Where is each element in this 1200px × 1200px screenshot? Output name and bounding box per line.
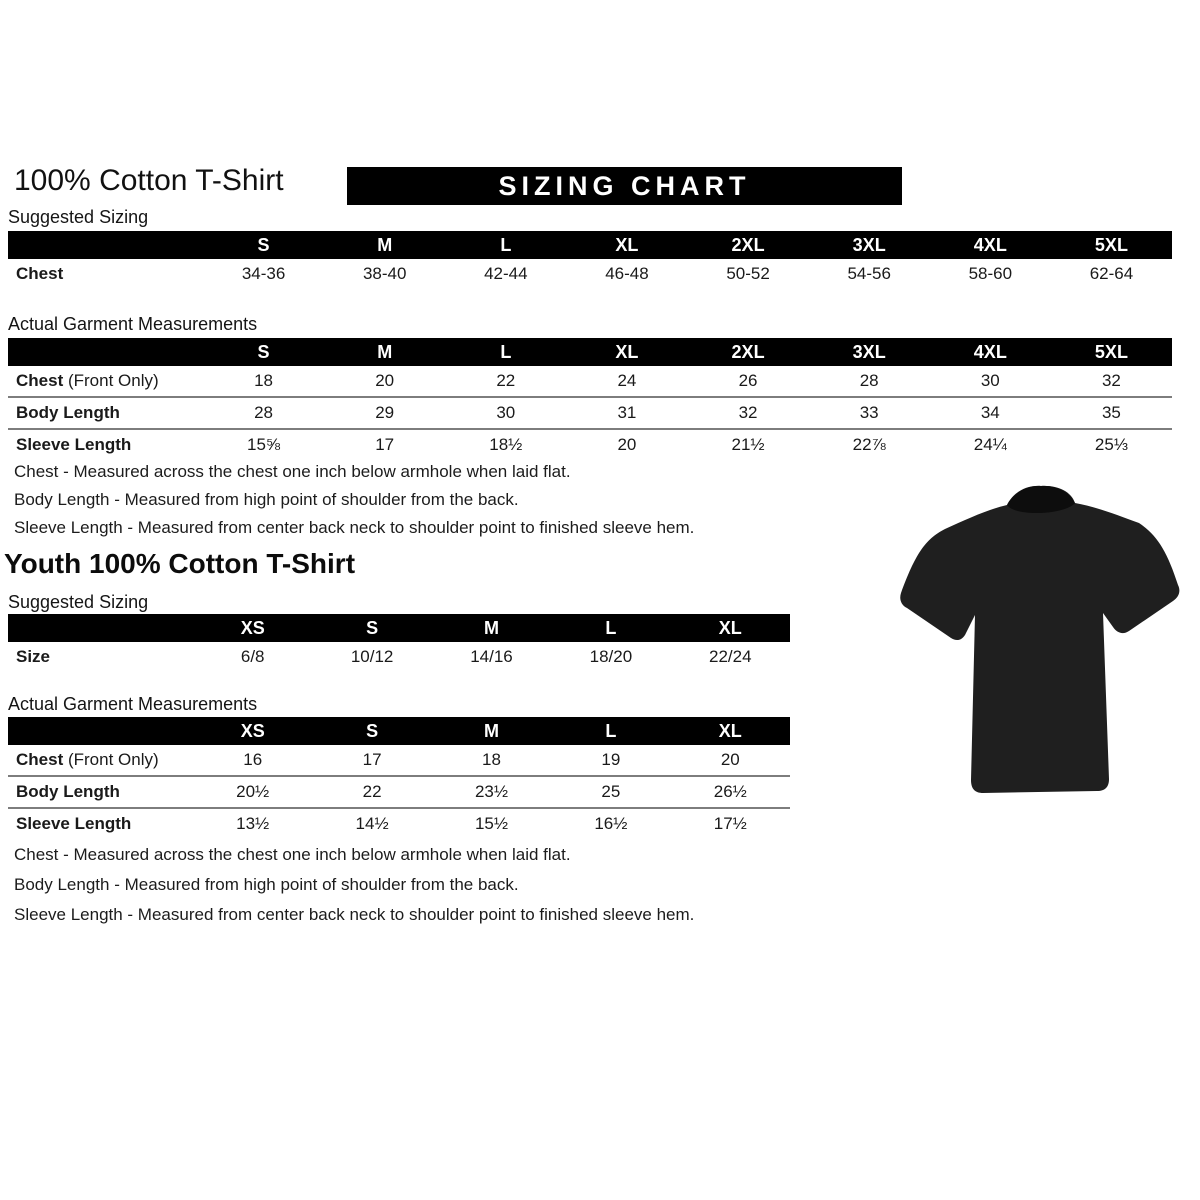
data-cell: 28 — [859, 371, 879, 390]
column-header-xl: XL — [615, 234, 639, 255]
note-body-length: Body Length - Measured from high point of shoulder from the back. — [14, 490, 519, 509]
column-header-l: L — [605, 617, 617, 638]
table-row — [8, 259, 1172, 289]
data-cell: 15½ — [474, 814, 509, 833]
table-header-row — [8, 338, 1172, 366]
data-cell: 17 — [362, 750, 382, 769]
data-cell: 20½ — [236, 782, 270, 801]
adult-suggested-sizing-label: Suggested Sizing — [8, 207, 149, 227]
data-cell: 54-56 — [847, 264, 891, 283]
data-cell: 58-60 — [968, 264, 1013, 283]
data-cell: 24¼ — [973, 435, 1007, 454]
youth-measurement-notes — [14, 840, 694, 930]
column-header-xl: XL — [615, 341, 639, 362]
column-header-xs: XS — [240, 617, 265, 638]
table-row — [8, 807, 790, 839]
column-header-3xl: 3XL — [852, 234, 886, 255]
data-cell: 21½ — [731, 435, 765, 454]
data-cell: 10/12 — [350, 647, 394, 666]
column-header-2xl: 2XL — [731, 234, 765, 255]
data-cell: 15⅝ — [247, 435, 281, 454]
youth-suggested-sizing-table — [8, 614, 790, 672]
data-cell: 62-64 — [1089, 264, 1134, 283]
column-header-m: M — [377, 234, 393, 255]
column-header-xs: XS — [240, 720, 265, 741]
youth-actual-measurements-label: Actual Garment Measurements — [8, 694, 258, 714]
data-cell: 20 — [720, 750, 740, 769]
youth-suggested-sizing-label: Suggested Sizing — [8, 592, 149, 612]
table-row — [8, 366, 1172, 396]
column-header-5xl: 5XL — [1094, 341, 1128, 362]
data-cell: 16½ — [594, 814, 628, 833]
data-cell: 14/16 — [470, 647, 513, 666]
adult-actual-measurements-label: Actual Garment Measurements — [8, 314, 258, 334]
data-cell: 42-44 — [484, 264, 528, 283]
data-cell: 25 — [601, 782, 621, 801]
data-cell: 46-48 — [605, 264, 649, 283]
youth-actual-measurements-table — [8, 717, 790, 839]
tshirt-body — [900, 486, 1179, 793]
column-header-l: L — [500, 341, 512, 362]
column-header-2xl: 2XL — [731, 341, 765, 362]
column-header-s: S — [366, 720, 379, 741]
data-cell: 32 — [1101, 371, 1121, 390]
data-cell: 34-36 — [241, 264, 286, 283]
data-cell: 22 — [496, 371, 516, 390]
column-header-4xl: 4XL — [973, 234, 1007, 255]
adult-suggested-sizing-table — [8, 231, 1172, 289]
column-header-m: M — [377, 341, 393, 362]
data-cell: 22 — [362, 782, 382, 801]
row-label: Chest (Front Only) — [16, 371, 159, 390]
data-cell: 30 — [496, 403, 516, 422]
row-label: Body Length — [16, 782, 120, 801]
data-cell: 18/20 — [589, 647, 633, 666]
column-header-m: M — [483, 720, 499, 741]
column-header-3xl: 3XL — [852, 341, 886, 362]
data-cell: 17½ — [713, 814, 747, 833]
adult-actual-measurements-table — [8, 338, 1172, 460]
table-header-row — [8, 717, 790, 745]
column-header-s: S — [366, 617, 379, 638]
note-sleeve-length: Sleeve Length - Measured from center back neck to shoulder point to finished sleeve hem. — [14, 905, 695, 924]
data-cell: 16 — [243, 750, 263, 769]
sizing-chart-banner-text: SIZING CHART — [498, 170, 751, 201]
row-label: Chest (Front Only) — [16, 750, 159, 769]
column-header-m: M — [483, 617, 499, 638]
column-header-s: S — [257, 341, 270, 362]
data-cell: 24 — [617, 371, 637, 390]
data-cell: 18 — [254, 371, 274, 390]
note-sleeve-length: Sleeve Length - Measured from center back neck to shoulder point to finished sleeve hem. — [14, 518, 695, 537]
data-cell: 13½ — [236, 814, 270, 833]
note-chest: Chest - Measured across the chest one inch below armhole when laid flat. — [14, 845, 571, 864]
table-row — [8, 775, 790, 807]
table-row — [8, 428, 1172, 460]
data-cell: 18 — [482, 750, 501, 769]
row-label: Sleeve Length — [16, 814, 132, 833]
data-cell: 26 — [738, 371, 758, 390]
data-cell: 38-40 — [362, 264, 407, 283]
data-cell: 22/24 — [709, 647, 752, 666]
table-row — [8, 642, 790, 672]
data-cell: 31 — [617, 403, 637, 422]
table-header-row — [8, 614, 790, 642]
data-cell: 33 — [859, 403, 879, 422]
data-cell: 35 — [1101, 403, 1121, 422]
column-header-l: L — [605, 720, 617, 741]
data-cell: 19 — [601, 750, 621, 769]
data-cell: 20 — [617, 435, 637, 454]
data-cell: 23½ — [474, 782, 509, 801]
note-body-length: Body Length - Measured from high point of shoulder from the back. — [14, 875, 519, 894]
column-header-4xl: 4XL — [973, 341, 1007, 362]
data-cell: 6/8 — [240, 647, 265, 666]
note-chest: Chest - Measured across the chest one inch below armhole when laid flat. — [14, 462, 571, 481]
data-cell: 14½ — [355, 814, 389, 833]
data-cell: 26½ — [713, 782, 747, 801]
data-cell: 20 — [375, 371, 395, 390]
column-header-5xl: 5XL — [1094, 234, 1128, 255]
table-row — [8, 396, 1172, 428]
column-header-xl: XL — [718, 720, 742, 741]
row-label: Sleeve Length — [16, 435, 132, 454]
data-cell: 50-52 — [726, 264, 770, 283]
adult-measurement-notes — [14, 458, 694, 542]
data-cell: 34 — [980, 403, 1000, 422]
row-label: Size — [16, 647, 51, 666]
table-row — [8, 745, 790, 775]
data-cell: 30 — [980, 371, 1000, 390]
tshirt-image — [885, 475, 1195, 820]
table-header-row — [8, 231, 1172, 259]
data-cell: 32 — [738, 403, 758, 422]
tshirt-collar — [1007, 486, 1075, 513]
column-header-l: L — [500, 234, 512, 255]
data-cell: 17 — [375, 435, 395, 454]
data-cell: 28 — [254, 403, 274, 422]
sizing-chart-banner — [347, 167, 902, 205]
data-cell: 29 — [375, 403, 395, 422]
column-header-s: S — [257, 234, 270, 255]
youth-section-title: Youth 100% Cotton T-Shirt — [4, 548, 356, 579]
data-cell: 25⅓ — [1094, 435, 1128, 454]
data-cell: 22⅞ — [852, 435, 886, 454]
row-label: Body Length — [16, 403, 120, 422]
data-cell: 18½ — [489, 435, 523, 454]
column-header-xl: XL — [718, 617, 742, 638]
page-title: 100% Cotton T-Shirt — [14, 164, 284, 197]
row-label: Chest — [16, 264, 64, 283]
